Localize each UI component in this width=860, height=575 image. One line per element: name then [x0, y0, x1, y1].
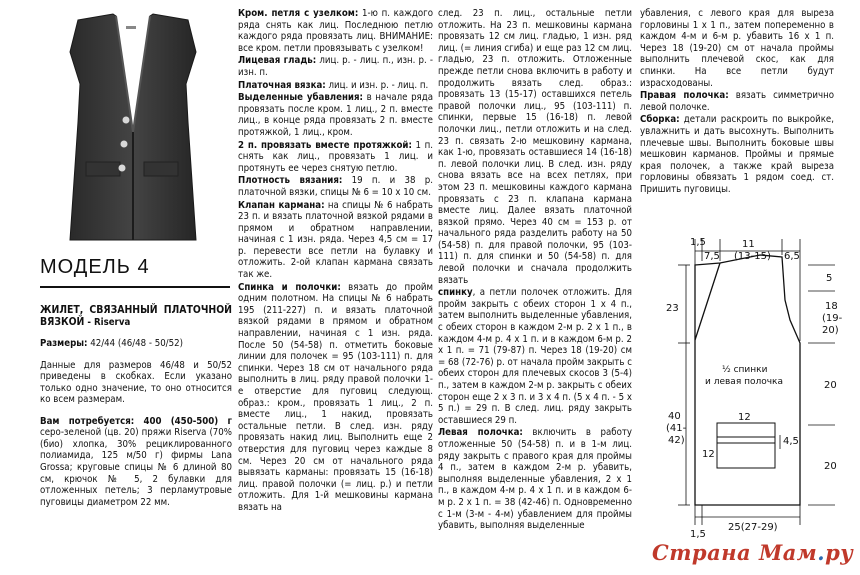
column-3 [438, 8, 632, 533]
column-1 [40, 294, 232, 518]
watermark-tld: ру [825, 540, 854, 565]
paragraph: убавления, с левого края для выреза горловины 1 х 1 п., затем попеременно в каждом 4-м и 6-м р. убавить 16 х 1 п. Через 18 (19-20) см от начала проймы выполнить плечевой скос, как для спинки. На все петли будут израсходованы. [640, 8, 834, 89]
dim-pocket-top: 12 [738, 412, 751, 423]
dim-pocket-left: 12 [702, 449, 715, 460]
dim-top-mid1: 7,5 [704, 251, 720, 262]
pocket-outline [717, 423, 775, 468]
paragraph: след. 23 п. лиц., остальные петли отложить. На 23 п. мешковины кармана провязать 12 см лиц. гладью, 1 изн. ряд лиц. (= линия сгиба) и еще раз 12 см лиц. гладью, 23 п. отложить. Отложенные прежде петли снова включить в работу и продолжить вязать след. образ.: провязать 13 (15-17) оставшихся петель правой полочки лиц., 95 (103-111) п. спинки, первые 15 (16-18) п. левой полочки лиц., петли отложить и на след. 23 п. связать 2-ю мешковину кармана, как 1-ю, провязать оставшиеся 14 (16-18) п. левой полочки лиц. В след. изн. ряду снова вязать все на всех петлях, при этом 23 п. мешковины каждого кармана провязать с 23 п. клапана кармана вместе лиц. Далее вязать платочной вязкой прямо. Через 40 см = 153 р. от начального ряда разделить работу на 50 (54-58) п. для правой полочки, 95 (103-111) п. для спинки и 50 (54-58) п. для левой полочки и сначала продолжить вязать [438, 8, 632, 286]
materials-text: серо-зеленой (цв. 20) пряжи Riserva (70% (био) хлопка, 30% рециклированного полиамида, 125 м/50 г) фирмы Lana Grossa; круговые спицы № 6 длиной 80 см, крючок № 5, 2 булавки для отложенных петель; 3 перламутровые пуговицы диаметром 22 мм. [40, 427, 232, 508]
dim-right-2c: 20) [822, 325, 839, 336]
dim-right-4: 20 [824, 461, 837, 472]
paragraph: Клапан кармана: на спицы № 6 набрать 23 п. и вязать платочной вязкой рядами в прямом и обратном направлении, начиная с 1 изн. ряда. Через 4,5 см = 17 р. перевести все петли на булавку и отложить. 2-ой клапан кармана связать так же. [238, 199, 433, 281]
label-half-back: ½ спинки [722, 365, 768, 375]
dim-left-2c: 42) [668, 435, 685, 446]
sizes-text: 42/44 (46/48 - 50/52) [87, 338, 183, 350]
column-2 [238, 8, 433, 515]
vest-photo [58, 12, 208, 244]
model-title: МОДЕЛЬ 4 [40, 256, 150, 278]
paragraph: спинку, а петли полочек отложить. Для пройм закрыть с обеих сторон 1 х 4 п., затем выполнить выделенные убавления, с обеих сторон в каждом 2-м р. 2 х 1 п., в каждом 4-м р. 4 х 1 п. и в каждом 6-м р. 2 х 1 п. = 71 (79-87) п. Через 18 (19-20) см = 68 (72-76) р. от начала пройм закрыть с обеих сторон для плечевых скосов 3 (5-4) п., затем в каждом 2-м р. закрыть с обеих сторон еще 2 х 3 п. и 3 х 4 п. (5 х 4 п. - 5 х 5 п.) = 29 п. В след. лиц. ряду закрыть оставшиеся 29 п. [438, 287, 632, 426]
dim-right-2: 18 [825, 301, 838, 312]
label-left-front: и левая полочка [705, 377, 784, 387]
button-1 [123, 117, 130, 124]
dim-left-1: 23 [666, 303, 679, 314]
watermark [652, 540, 853, 565]
sizes-label: Размеры: [40, 338, 88, 350]
pattern-diagram [650, 225, 855, 540]
dim-bottom: 25(27-29) [728, 522, 778, 533]
watermark-text: Страна Мам [652, 540, 818, 565]
paragraph: Плотность вязания: 19 п. и 38 р. платочной вязки, спицы № 6 = 10 х 10 см. [238, 175, 433, 198]
dim-right-1: 5 [826, 273, 833, 284]
dim-top-mid2: 11 [742, 239, 755, 250]
paragraph: Сборка: детали раскроить по выкройке, увлажнить и дать высохнуть. Выполнить плечевые швы. Выполнить боковые швы мешковин карманов. Проймы и прямые края полочек, а также край выреза горловины обвязать 1 рядом соед. ст. Пришить пуговицы. [640, 114, 834, 195]
materials-label: Вам потребуется: 400 (450-500) г [40, 415, 232, 427]
dim-top-left: 1,5 [690, 237, 706, 248]
watermark-dot: . [817, 540, 826, 565]
dim-top-mid2b: (13-15) [734, 251, 771, 262]
paragraph: Левая полочка: включить в работу отложенные 50 (54-58) п. и в 1-м лиц. ряду закрыть с правого края для проймы 4 п., затем в каждом 2-м р. убавить, выполняя выделенные убавления, 2 х 1 п., в каждом 4-м р. 4 х 1 п. и в каждом 6-м р. 2 х 1 п. = 38 (42-46) п. Одновременно с 1-м (3-м - 4-м) убавлением для проймы убавить, выполняя выделенные [438, 427, 632, 532]
dim-left-2b: (41- [666, 423, 687, 434]
garment-brand: - Riserva [84, 317, 131, 329]
button-3 [119, 165, 126, 172]
paragraph: 2 п. провязать вместе протяжкой: 1 п. снять как лиц., провязать 1 лиц. и протянуть ее через снятую петлю. [238, 139, 433, 174]
dim-right-3: 20 [824, 380, 837, 391]
paragraph: Правая полочка: вязать симметрично левой полочке. [640, 90, 834, 113]
dim-bottom-left: 1,5 [690, 529, 706, 540]
button-2 [121, 141, 128, 148]
dim-top-right: 6,5 [784, 251, 800, 262]
paragraph: Выделенные убавления: в начале ряда провязать после кром. 1 лиц., 2 п. вместе лиц., в конце ряда провязать 2 п. вместе протяжкой, 1 лиц., кром. [238, 92, 433, 138]
sizes-note: Данные для размеров 46/48 и 50/52 приведены в скобках. Если указано только одно значение, то оно относится ко всем размерам. [40, 359, 232, 406]
paragraph: Кром. петля с узелком: 1-ю п. каждого ряда снять как лиц. Последнюю петлю каждого ряда провязать лиц. ВНИМАНИЕ: все кром. петли провязывать с узелком! [238, 8, 433, 54]
dim-left-2: 40 [668, 411, 681, 422]
column-4 [640, 8, 834, 197]
title-rule [40, 286, 230, 288]
paragraph: Спинка и полочки: вязать до пройм одним полотном. На спицы № 6 набрать 195 (211-227) п. и вязать платочной вязкой рядами в прямом и обратном направлении, начиная с 1 изн. ряда. После 50 (54-58) п. отметить боковые линии для полочек = 95 (103-111) п. для спинки. Через 18 см от начального ряда выполнить в лиц. ряду правой полочки 1-е отверстие для пуговиц следующ. образ.: кром., провязать 1 лиц., 2 п. вместе лиц., 1 накид, провязать остальные петли. В след. изн. ряду провязать накид лиц. Выполнить еще 2 отверстия для пуговиц через каждые 8 см. Через 20 см от начального ряда вывязать карманы: провязать 15 (16-18) лиц. правой полочки (= лиц. р.) и петли отложить. Для 1-й мешковины кармана вязать на [238, 281, 433, 513]
paragraph: Лицевая гладь: лиц. р. - лиц. п., изн. р. - изн. п. [238, 55, 433, 78]
dim-right-2b: (19- [822, 313, 843, 324]
dim-pocket-right: 4,5 [783, 436, 799, 447]
paragraph: Платочная вязка: лиц. и изн. р. - лиц. п. [238, 79, 429, 91]
garment-title: ЖИЛЕТ, СВЯЗАННЫЙ ПЛАТОЧНОЙ ВЯЗКОЙ [40, 303, 232, 329]
